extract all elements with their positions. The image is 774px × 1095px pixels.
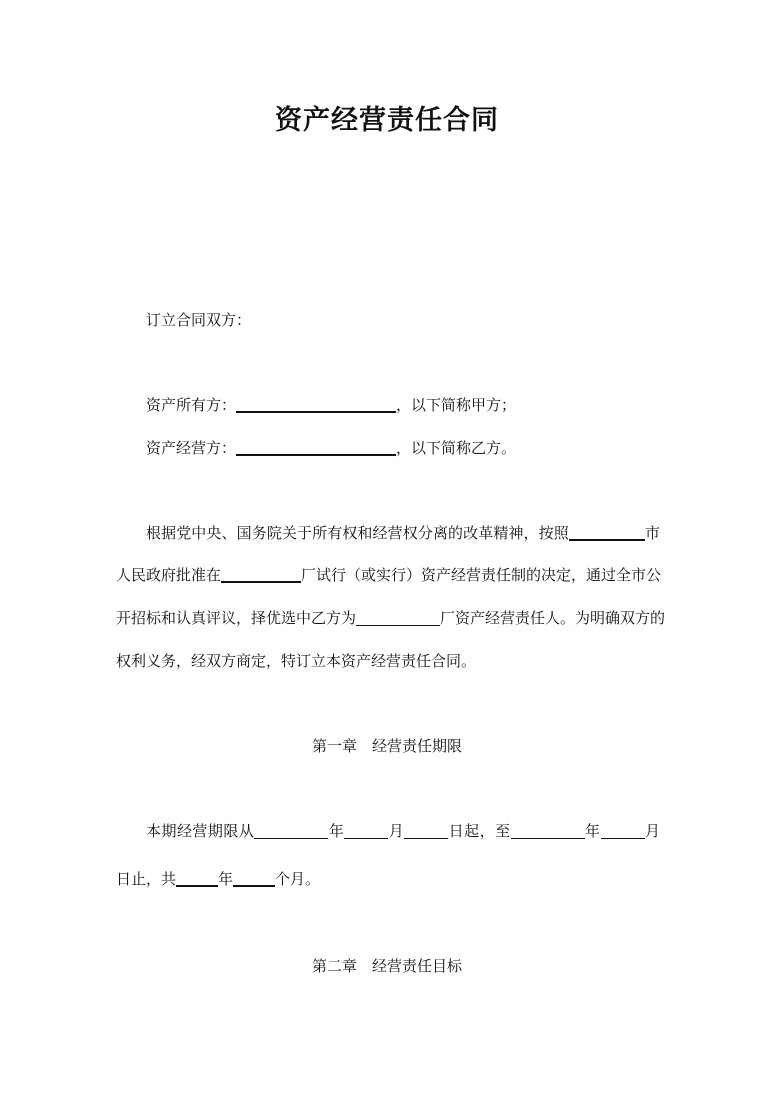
preamble-line-4: 权利义务，经双方商定，特订立本资产经营责任合同。 bbox=[116, 652, 477, 670]
term-text: 个月。 bbox=[275, 870, 321, 888]
factory-blank[interactable] bbox=[221, 580, 301, 583]
end-month-blank[interactable] bbox=[601, 837, 645, 839]
term-text: 月 bbox=[644, 822, 660, 840]
end-year-blank[interactable] bbox=[511, 837, 585, 839]
preamble-text: 开招标和认真评议，择优选中乙方为 bbox=[116, 609, 357, 627]
term-text: 月 bbox=[388, 822, 405, 840]
operator-line bbox=[146, 436, 516, 460]
term-text: 本期经营期限从 bbox=[146, 822, 255, 840]
preamble-text: 厂试行（或实行）资产经营责任制的决定，通过全市公 bbox=[301, 566, 662, 584]
preamble-line-2 bbox=[116, 563, 660, 587]
preamble-text: 人民政府批准在 bbox=[116, 566, 222, 584]
preamble-text: 根据党中央、国务院关于所有权和经营权分离的改革精神，按照 bbox=[146, 524, 569, 542]
parties-intro: 订立合同双方： bbox=[146, 311, 252, 329]
term-text: 年 bbox=[218, 870, 234, 888]
preamble-line-1 bbox=[146, 521, 660, 545]
owner-label: 资产所有方： bbox=[146, 396, 237, 414]
term-text: 年 bbox=[584, 822, 601, 840]
city-blank[interactable] bbox=[569, 538, 645, 541]
total-months-blank[interactable] bbox=[233, 884, 275, 887]
term-line-1 bbox=[146, 819, 660, 843]
start-month-blank[interactable] bbox=[344, 837, 388, 839]
start-year-blank[interactable] bbox=[254, 837, 328, 839]
owner-suffix: ，以下简称甲方； bbox=[396, 396, 517, 414]
owner-blank[interactable] bbox=[236, 410, 396, 413]
document-title: 资产经营责任合同 bbox=[275, 105, 499, 136]
factory-blank-2[interactable] bbox=[356, 624, 440, 626]
operator-label: 资产经营方： bbox=[146, 439, 237, 457]
term-line-2 bbox=[116, 867, 320, 891]
term-text: 日起，至 bbox=[448, 822, 511, 840]
term-text: 年 bbox=[328, 822, 345, 840]
operator-blank[interactable] bbox=[236, 453, 396, 456]
total-years-blank[interactable] bbox=[176, 884, 218, 887]
start-day-blank[interactable] bbox=[404, 837, 448, 839]
owner-line bbox=[146, 393, 516, 417]
preamble-text: 市 bbox=[644, 524, 660, 542]
operator-suffix: ，以下简称乙方。 bbox=[396, 439, 517, 457]
preamble-line-3 bbox=[116, 606, 666, 630]
preamble-text: 厂资产经营责任人。为明确双方的 bbox=[440, 609, 666, 627]
term-text: 日止，共 bbox=[116, 870, 177, 888]
chapter-1-heading: 第一章 经营责任期限 bbox=[311, 737, 462, 755]
chapter-2-heading: 第二章 经营责任目标 bbox=[311, 957, 462, 975]
